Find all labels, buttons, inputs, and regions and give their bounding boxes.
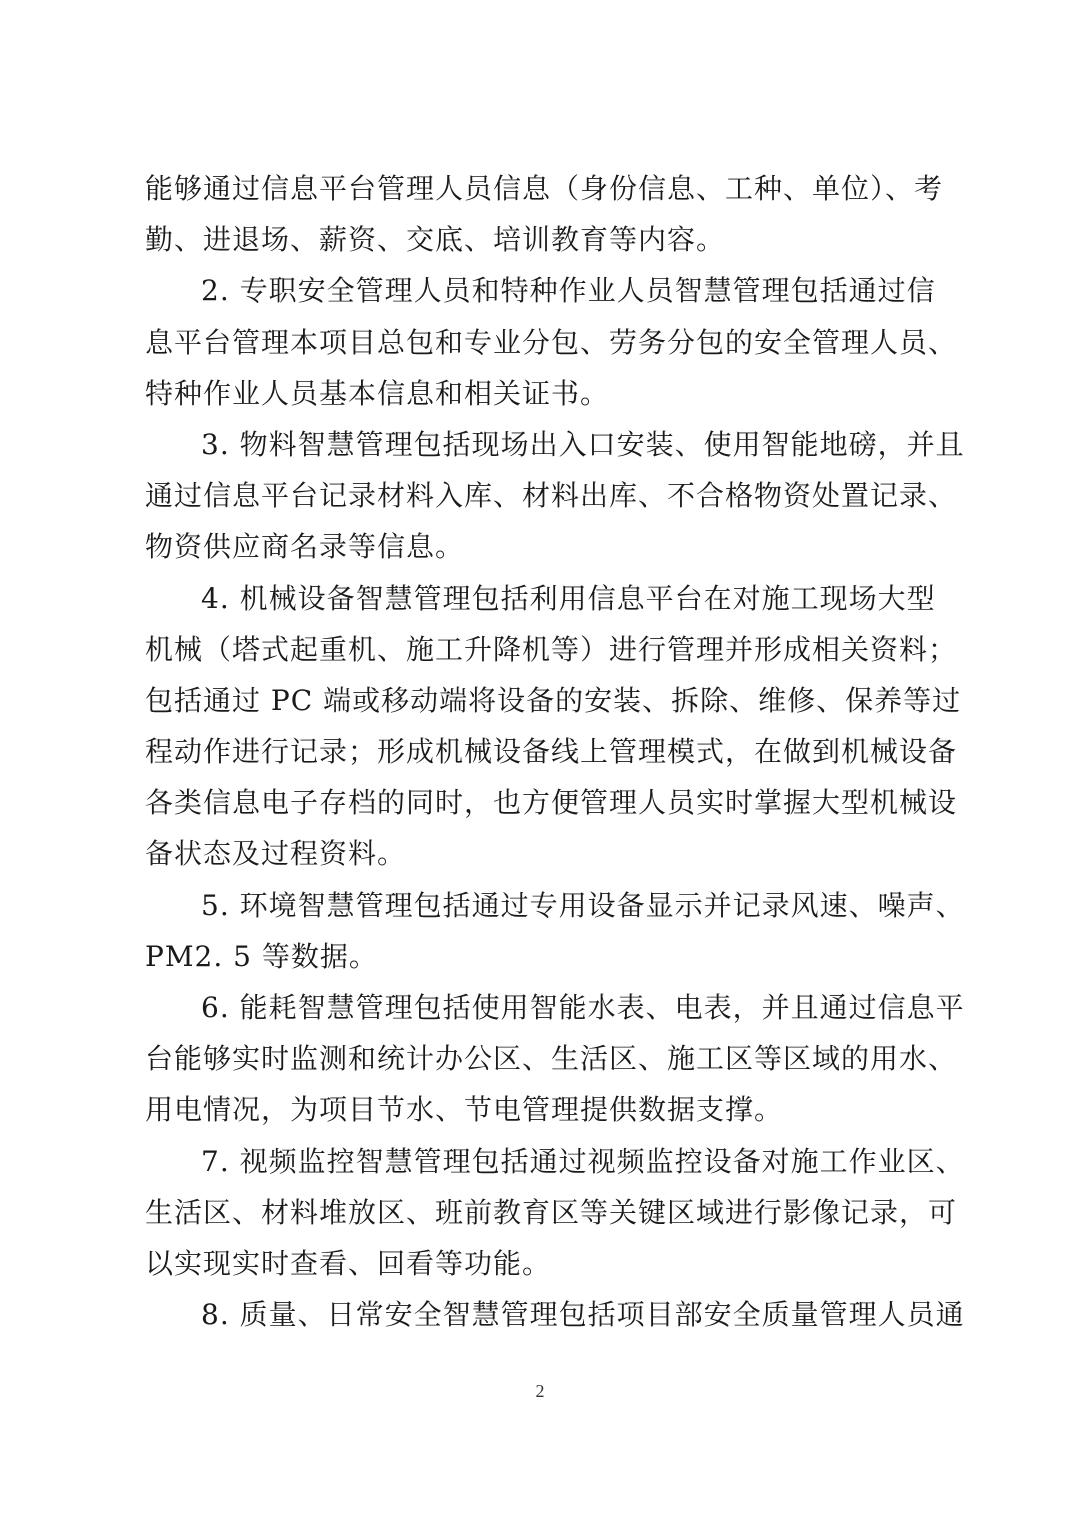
- paragraph-start-line: 8. 质量、日常安全智慧管理包括项目部安全质量管理人员通: [201, 1298, 965, 1332]
- text-line: 程动作进行记录；形成机械设备线上管理模式，在做到机械设备: [145, 735, 958, 769]
- text-line: 以实现实时查看、回看等功能。: [145, 1246, 552, 1280]
- paragraph-start-line: 4. 机械设备智慧管理包括利用信息平台在对施工现场大型: [201, 581, 936, 615]
- text-line: 生活区、材料堆放区、班前教育区等关键区域进行影像记录，可: [145, 1195, 958, 1229]
- text-line: 物资供应商名录等信息。: [145, 530, 465, 564]
- text-line: PM2. 5 等数据。: [145, 939, 378, 973]
- text-line: 勤、进退场、薪资、交底、培训教育等内容。: [145, 223, 726, 257]
- text-line: 备状态及过程资料。: [145, 837, 407, 871]
- paragraph-start-line: 2. 专职安全管理人员和特种作业人员智慧管理包括通过信: [201, 274, 936, 308]
- text-line: 台能够实时监测和统计办公区、生活区、施工区等区域的用水、: [145, 1042, 958, 1076]
- text-line: 机械（塔式起重机、施工升降机等）进行管理并形成相关资料；: [145, 632, 958, 666]
- text-line: 特种作业人员基本信息和相关证书。: [145, 376, 610, 410]
- text-line: 息平台管理本项目总包和专业分包、劳务分包的安全管理人员、: [145, 325, 958, 359]
- body-text: [145, 163, 965, 1340]
- page-number: 2: [535, 1381, 545, 1401]
- paragraph-start-line: 5. 环境智慧管理包括通过专用设备显示并记录风速、噪声、: [201, 888, 965, 922]
- text-line: 能够通过信息平台管理人员信息（身份信息、工种、单位）、考: [145, 172, 944, 205]
- paragraph-start-line: 7. 视频监控智慧管理包括通过视频监控设备对施工作业区、: [201, 1144, 965, 1178]
- paragraph-start-line: 3. 物料智慧管理包括现场出入口安装、使用智能地磅，并且: [201, 427, 965, 461]
- text-line: 用电情况，为项目节水、节电管理提供数据支撑。: [145, 1093, 784, 1127]
- text-line: 包括通过 PC 端或移动端将设备的安装、拆除、维修、保养等过: [145, 683, 962, 717]
- text-line: 各类信息电子存档的同时，也方便管理人员实时掌握大型机械设: [145, 786, 958, 820]
- paragraph-start-line: 6. 能耗智慧管理包括使用智能水表、电表，并且通过信息平: [201, 991, 965, 1024]
- text-line: 通过信息平台记录材料入库、材料出库、不合格物资处置记录、: [145, 479, 958, 513]
